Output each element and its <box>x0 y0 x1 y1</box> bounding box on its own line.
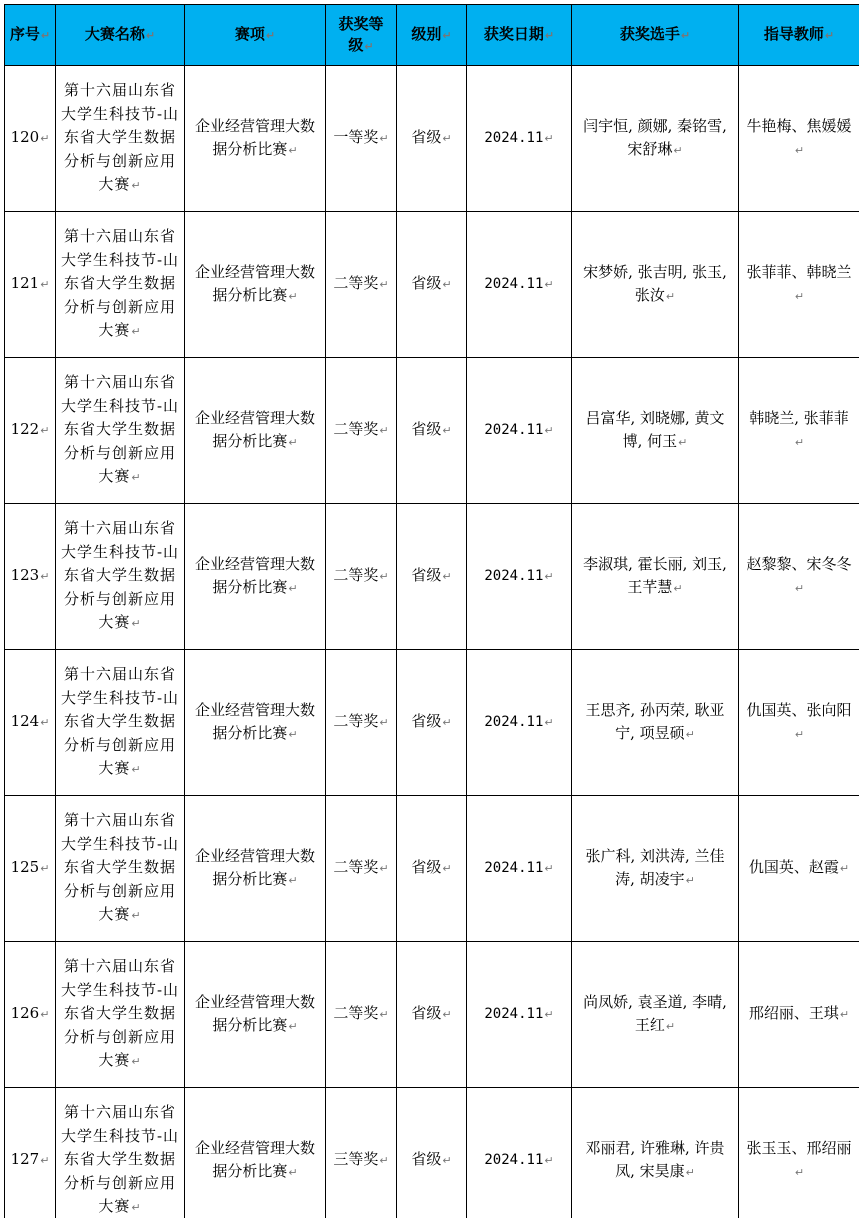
paragraph-mark-icon: ↵ <box>544 1007 554 1021</box>
cell-text-level: 省级 <box>411 1004 442 1023</box>
paragraph-mark-icon: ↵ <box>131 617 142 631</box>
cell-text-teachers: 仇国英、张向阳 <box>746 700 852 719</box>
cell-competition <box>56 1088 185 1218</box>
paragraph-mark-icon: ↵ <box>442 132 452 146</box>
cell-text-item: 企业经营管理大数据分析比赛 <box>194 116 315 158</box>
paragraph-mark-icon: ↵ <box>794 582 805 595</box>
cell-text-award: 二等奖 <box>333 858 379 877</box>
cell-text-no: 123 <box>10 566 40 585</box>
paragraph-mark-icon: ↵ <box>442 570 452 584</box>
cell-text-award: 二等奖 <box>333 712 379 731</box>
header-date: 获奖日期↵ <box>467 5 572 66</box>
cell-text-date: 2024.11 <box>484 275 544 292</box>
table-row <box>5 504 860 650</box>
header-teachers: 指导教师↵ <box>739 5 860 66</box>
cell-competition <box>56 650 185 796</box>
cell-text-no: 125 <box>10 858 40 877</box>
cell-text-competition: 第十六届山东省大学生科技节-山东省大学生数据分析与创新应用大赛 <box>60 373 180 486</box>
paragraph-mark-icon: ↵ <box>379 1008 389 1022</box>
paragraph-mark-icon: ↵ <box>379 716 389 730</box>
cell-no <box>5 212 56 358</box>
cell-date <box>467 504 572 650</box>
cell-text-competition: 第十六届山东省大学生科技节-山东省大学生数据分析与创新应用大赛 <box>60 519 180 632</box>
paragraph-mark-icon: ↵ <box>40 1154 50 1168</box>
cell-award <box>326 796 397 942</box>
paragraph-mark-icon: ↵ <box>794 144 805 157</box>
cell-text-date: 2024.11 <box>484 859 544 876</box>
paragraph-mark-icon: ↵ <box>40 716 50 730</box>
paragraph-mark-icon: ↵ <box>544 423 554 437</box>
cell-teachers <box>739 942 860 1088</box>
cell-no <box>5 796 56 942</box>
cell-text-no: 121 <box>10 274 40 293</box>
cell-item <box>185 66 326 212</box>
cell-text-award: 三等奖 <box>333 1150 379 1169</box>
paragraph-mark-icon: ↵ <box>794 728 805 741</box>
cell-date <box>467 650 572 796</box>
paragraph-mark-icon: ↵ <box>442 862 452 876</box>
cell-competition <box>56 942 185 1088</box>
cell-teachers <box>739 1088 860 1218</box>
paragraph-mark-icon: ↵ <box>442 424 452 438</box>
cell-date <box>467 66 572 212</box>
paragraph-mark-icon: ↵ <box>544 277 554 291</box>
paragraph-mark-icon: ↵ <box>678 436 688 449</box>
cell-text-players: 张广科, 刘洪涛, 兰佳涛, 胡凌宇 <box>585 846 725 888</box>
paragraph-mark-icon: ↵ <box>379 424 389 438</box>
paragraph-mark-icon: ↵ <box>379 132 389 146</box>
table-body <box>5 66 860 1218</box>
paragraph-mark-icon: ↵ <box>131 909 142 923</box>
cell-text-teachers: 赵黎黎、宋冬冬 <box>746 554 852 573</box>
paragraph-mark-icon: ↵ <box>685 728 695 741</box>
paragraph-mark-icon: ↵ <box>839 862 850 876</box>
header-level: 级别↵ <box>397 5 467 66</box>
cell-text-item: 企业经营管理大数据分析比赛 <box>194 408 315 450</box>
paragraph-mark-icon: ↵ <box>131 1055 142 1069</box>
cell-item <box>185 650 326 796</box>
paragraph-mark-icon: ↵ <box>288 1020 298 1033</box>
paragraph-mark-icon: ↵ <box>544 715 554 729</box>
paragraph-mark-icon: ↵ <box>379 570 389 584</box>
table-row <box>5 796 860 942</box>
cell-teachers <box>739 358 860 504</box>
cell-competition <box>56 358 185 504</box>
cell-date <box>467 942 572 1088</box>
header-no: 序号↵ <box>5 5 56 66</box>
cell-text-award: 一等奖 <box>333 128 379 147</box>
cell-item <box>185 358 326 504</box>
cell-date <box>467 212 572 358</box>
paragraph-mark-icon: ↵ <box>544 861 554 875</box>
cell-text-date: 2024.11 <box>484 1151 544 1168</box>
paragraph-mark-icon: ↵ <box>685 874 695 887</box>
cell-teachers <box>739 504 860 650</box>
cell-text-level: 省级 <box>411 274 442 293</box>
paragraph-mark-icon: ↵ <box>544 1153 554 1167</box>
cell-item <box>185 212 326 358</box>
cell-text-award: 二等奖 <box>333 274 379 293</box>
cell-award <box>326 66 397 212</box>
cell-text-no: 126 <box>10 1004 40 1023</box>
cell-players <box>572 942 739 1088</box>
cell-text-competition: 第十六届山东省大学生科技节-山东省大学生数据分析与创新应用大赛 <box>60 227 180 340</box>
cell-level <box>397 358 467 504</box>
paragraph-mark-icon: ↵ <box>442 1154 452 1168</box>
cell-text-competition: 第十六届山东省大学生科技节-山东省大学生数据分析与创新应用大赛 <box>60 81 180 194</box>
cell-no <box>5 650 56 796</box>
cell-competition <box>56 66 185 212</box>
paragraph-mark-icon: ↵ <box>673 582 683 595</box>
cell-text-item: 企业经营管理大数据分析比赛 <box>194 262 315 304</box>
cell-competition <box>56 504 185 650</box>
cell-text-date: 2024.11 <box>484 129 544 146</box>
cell-level <box>397 796 467 942</box>
cell-text-teachers: 张菲菲、韩晓兰 <box>746 262 852 281</box>
cell-level <box>397 212 467 358</box>
header-players: 获奖选手↵ <box>572 5 739 66</box>
cell-date <box>467 1088 572 1218</box>
cell-text-item: 企业经营管理大数据分析比赛 <box>194 1138 315 1180</box>
paragraph-mark-icon: ↵ <box>544 569 554 583</box>
cell-text-teachers: 仇国英、赵霞 <box>748 858 839 877</box>
paragraph-mark-icon: ↵ <box>288 728 298 741</box>
cell-players <box>572 796 739 942</box>
cell-players <box>572 358 739 504</box>
paragraph-mark-icon: ↵ <box>40 132 50 146</box>
cell-level <box>397 504 467 650</box>
cell-item <box>185 796 326 942</box>
table-row <box>5 212 860 358</box>
cell-text-date: 2024.11 <box>484 1005 544 1022</box>
cell-text-no: 127 <box>10 1150 40 1169</box>
cell-no <box>5 1088 56 1218</box>
cell-item <box>185 1088 326 1218</box>
paragraph-mark-icon: ↵ <box>379 278 389 292</box>
table-row <box>5 358 860 504</box>
cell-level <box>397 942 467 1088</box>
cell-text-players: 李淑琪, 霍长丽, 刘玉, 王芊慧 <box>583 554 727 596</box>
cell-players <box>572 1088 739 1218</box>
cell-teachers <box>739 66 860 212</box>
cell-text-level: 省级 <box>411 1150 442 1169</box>
cell-text-award: 二等奖 <box>333 420 379 439</box>
cell-text-item: 企业经营管理大数据分析比赛 <box>194 992 315 1034</box>
paragraph-mark-icon: ↵ <box>794 1166 805 1179</box>
paragraph-mark-icon: ↵ <box>379 862 389 876</box>
cell-level <box>397 1088 467 1218</box>
paragraph-mark-icon: ↵ <box>40 424 50 438</box>
cell-award <box>326 942 397 1088</box>
paragraph-mark-icon: ↵ <box>288 874 298 887</box>
cell-text-level: 省级 <box>411 858 442 877</box>
cell-text-item: 企业经营管理大数据分析比赛 <box>194 846 315 888</box>
paragraph-mark-icon: ↵ <box>131 763 142 777</box>
cell-text-players: 宋梦娇, 张吉明, 张玉, 张汝 <box>583 262 727 304</box>
paragraph-mark-icon: ↵ <box>288 1166 298 1179</box>
cell-text-level: 省级 <box>411 712 442 731</box>
cell-date <box>467 358 572 504</box>
paragraph-mark-icon: ↵ <box>794 290 805 303</box>
paragraph-mark-icon: ↵ <box>131 471 142 485</box>
header-award: 获奖等级↵ <box>326 5 397 66</box>
paragraph-mark-icon: ↵ <box>685 1166 695 1179</box>
paragraph-mark-icon: ↵ <box>40 1008 50 1022</box>
paragraph-mark-icon: ↵ <box>442 1008 452 1022</box>
awards-table <box>4 4 859 1218</box>
paragraph-mark-icon: ↵ <box>665 290 676 303</box>
cell-players <box>572 212 739 358</box>
cell-text-award: 二等奖 <box>333 1004 379 1023</box>
cell-text-item: 企业经营管理大数据分析比赛 <box>194 700 315 742</box>
cell-text-date: 2024.11 <box>484 567 544 584</box>
cell-text-no: 124 <box>10 712 40 731</box>
paragraph-mark-icon: ↵ <box>288 290 298 303</box>
cell-text-award: 二等奖 <box>333 566 379 585</box>
header-item: 赛项↵ <box>185 5 326 66</box>
paragraph-mark-icon: ↵ <box>673 144 683 157</box>
cell-text-teachers: 张玉玉、邢绍丽 <box>746 1138 852 1157</box>
paragraph-mark-icon: ↵ <box>794 436 805 449</box>
cell-no <box>5 66 56 212</box>
header-competition: 大赛名称↵ <box>56 5 185 66</box>
cell-text-no: 120 <box>10 128 40 147</box>
cell-text-players: 王思齐, 孙丙荣, 耿亚宁, 项昱硕 <box>585 700 725 742</box>
cell-players <box>572 66 739 212</box>
cell-text-date: 2024.11 <box>484 713 544 730</box>
cell-date <box>467 796 572 942</box>
cell-level <box>397 650 467 796</box>
table-row <box>5 1088 860 1218</box>
cell-item <box>185 504 326 650</box>
cell-text-competition: 第十六届山东省大学生科技节-山东省大学生数据分析与创新应用大赛 <box>60 1103 180 1216</box>
cell-text-level: 省级 <box>411 420 442 439</box>
paragraph-mark-icon: ↵ <box>839 1008 850 1022</box>
header-row <box>5 5 860 66</box>
cell-award <box>326 650 397 796</box>
cell-text-date: 2024.11 <box>484 421 544 438</box>
cell-no <box>5 504 56 650</box>
paragraph-mark-icon: ↵ <box>131 325 142 339</box>
table-row <box>5 66 860 212</box>
paragraph-mark-icon: ↵ <box>544 131 554 145</box>
paragraph-mark-icon: ↵ <box>442 278 452 292</box>
cell-text-players: 闫宇恒, 颜娜, 秦铭雪, 宋舒琳 <box>583 116 727 158</box>
cell-award <box>326 358 397 504</box>
cell-text-teachers: 邢绍丽、王琪 <box>748 1004 839 1023</box>
cell-no <box>5 358 56 504</box>
paragraph-mark-icon: ↵ <box>40 862 50 876</box>
cell-competition <box>56 212 185 358</box>
cell-text-competition: 第十六届山东省大学生科技节-山东省大学生数据分析与创新应用大赛 <box>60 957 180 1070</box>
cell-text-competition: 第十六届山东省大学生科技节-山东省大学生数据分析与创新应用大赛 <box>60 811 180 924</box>
cell-text-level: 省级 <box>411 128 442 147</box>
paragraph-mark-icon: ↵ <box>665 1020 676 1033</box>
cell-award <box>326 212 397 358</box>
cell-text-competition: 第十六届山东省大学生科技节-山东省大学生数据分析与创新应用大赛 <box>60 665 180 778</box>
paragraph-mark-icon: ↵ <box>131 179 142 193</box>
paragraph-mark-icon: ↵ <box>288 582 298 595</box>
cell-no <box>5 942 56 1088</box>
cell-text-teachers: 牛艳梅、焦媛媛 <box>746 116 852 135</box>
paragraph-mark-icon: ↵ <box>131 1201 142 1215</box>
paragraph-mark-icon: ↵ <box>40 570 50 584</box>
cell-teachers <box>739 796 860 942</box>
cell-teachers <box>739 650 860 796</box>
paragraph-mark-icon: ↵ <box>442 716 452 730</box>
cell-text-item: 企业经营管理大数据分析比赛 <box>194 554 315 596</box>
cell-text-teachers: 韩晓兰, 张菲菲 <box>749 408 849 427</box>
cell-text-players: 邓丽君, 许雅琳, 许贵凤, 宋昊康 <box>585 1138 725 1180</box>
paragraph-mark-icon: ↵ <box>40 278 50 292</box>
cell-award <box>326 1088 397 1218</box>
cell-players <box>572 650 739 796</box>
page-area <box>4 4 859 1218</box>
cell-players <box>572 504 739 650</box>
cell-teachers <box>739 212 860 358</box>
cell-level <box>397 66 467 212</box>
cell-text-players: 吕富华, 刘晓娜, 黄文博, 何玉 <box>585 408 725 450</box>
cell-text-level: 省级 <box>411 566 442 585</box>
cell-award <box>326 504 397 650</box>
cell-text-players: 尚凤娇, 袁圣道, 李晴, 王红 <box>583 992 727 1034</box>
cell-text-no: 122 <box>10 420 40 439</box>
cell-item <box>185 942 326 1088</box>
paragraph-mark-icon: ↵ <box>288 144 298 157</box>
table-row <box>5 650 860 796</box>
cell-competition <box>56 796 185 942</box>
paragraph-mark-icon: ↵ <box>379 1154 389 1168</box>
table-row <box>5 942 860 1088</box>
paragraph-mark-icon: ↵ <box>288 436 298 449</box>
